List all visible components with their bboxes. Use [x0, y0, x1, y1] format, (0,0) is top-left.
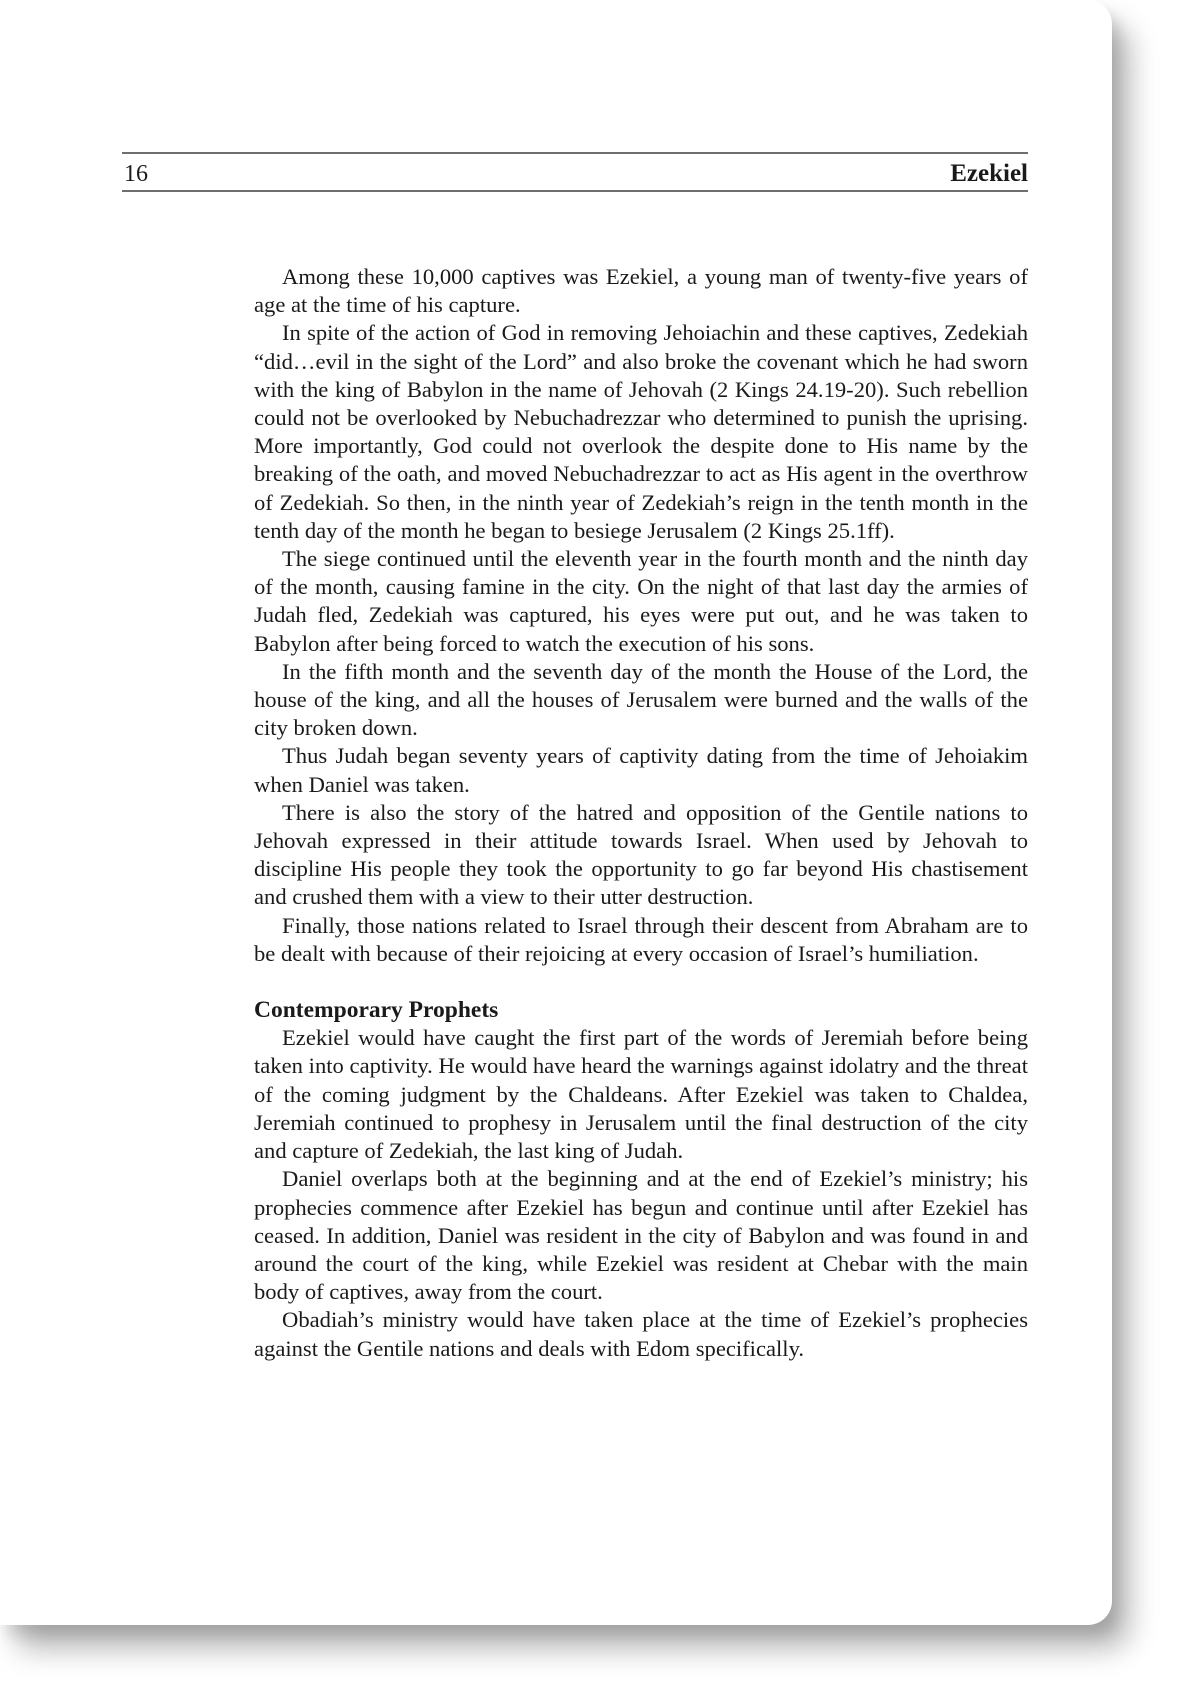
paragraph: Finally, those nations related to Israel through their descent from Abraham are to be dealt with because of their rejoicing at every occasion of Israel’s humiliation. — [254, 912, 1028, 966]
paragraph: Daniel overlaps both at the beginning and at the end of Ezekiel’s ministry; his prophecies commence after Ezekiel has begun and continue until after Ezekiel has ceased. In addition, Daniel was resident in the city of Babylon and was found in and around the court of the king, while Ezekiel was resident at Chebar with the main body of captives, away from the court. — [254, 1166, 1028, 1305]
running-head — [122, 152, 1028, 192]
paragraph: Among these 10,000 captives was Ezekiel, a young man of twenty-five years of age at the time of his capture. — [254, 264, 1028, 318]
paragraph: There is also the story of the hatred and opposition of the Gentile nations to Jehovah expressed in their attitude towards Israel. When used by Jehovah to discipline His people they took the opportunity to go far beyond His chastisement and crushed them with a view to their utter destruction. — [254, 799, 1028, 910]
section-heading: Contemporary Prophets — [254, 997, 499, 1024]
paragraph: Ezekiel would have caught the first part of the words of Jeremiah before being taken into captivity. He would have heard the warnings against idolatry and the threat of the coming judgment by the Chaldeans. After Ezekiel was taken to Chaldea, Jeremiah continued to prophesy in Jerusalem until the final destruction of the city and capture of Zedekiah, the last king of Judah. — [254, 1025, 1028, 1164]
running-title: Ezekiel — [950, 160, 1028, 187]
paragraph: In spite of the action of God in removing Jehoiachin and these captives, Zedekiah “did…evil in the sight of the Lord” and also broke the covenant which he had sworn with the king of Babylon in the name of Jehovah (2 Kings 24.19-20). Such rebellion could not be overlooked by Nebuchadrezzar who determined to punish the uprising. More importantly, God could not overlook the despite done to His name by the breaking of the oath, and moved Nebuchadrezzar to act as His agent in the overthrow of Zedekiah. So then, in the ninth year of Zedekiah’s reign in the tenth month in the tenth day of the month he began to besiege Jerusalem (2 Kings 25.1ff). — [254, 320, 1028, 543]
paragraph: Thus Judah began seventy years of captivity dating from the time of Jehoiakim when Daniel was taken. — [254, 743, 1028, 797]
page-number: 16 — [124, 161, 148, 187]
body-text — [254, 263, 1028, 1363]
paragraph: In the fifth month and the seventh day of the month the House of the Lord, the house of the king, and all the houses of Jerusalem were burned and the walls of the city broken down. — [254, 658, 1028, 741]
paragraph: The siege continued until the eleventh year in the fourth month and the ninth day of the month, causing famine in the city. On the night of that last day the armies of Judah fled, Zedekiah was captured, his eyes were put out, and he was taken to Babylon after being forced to watch the execution of his sons. — [254, 546, 1028, 656]
paragraph: Obadiah’s ministry would have taken place at the time of Ezekiel’s prophecies against the Gentile nations and deals with Edom specifically. — [254, 1307, 1028, 1361]
